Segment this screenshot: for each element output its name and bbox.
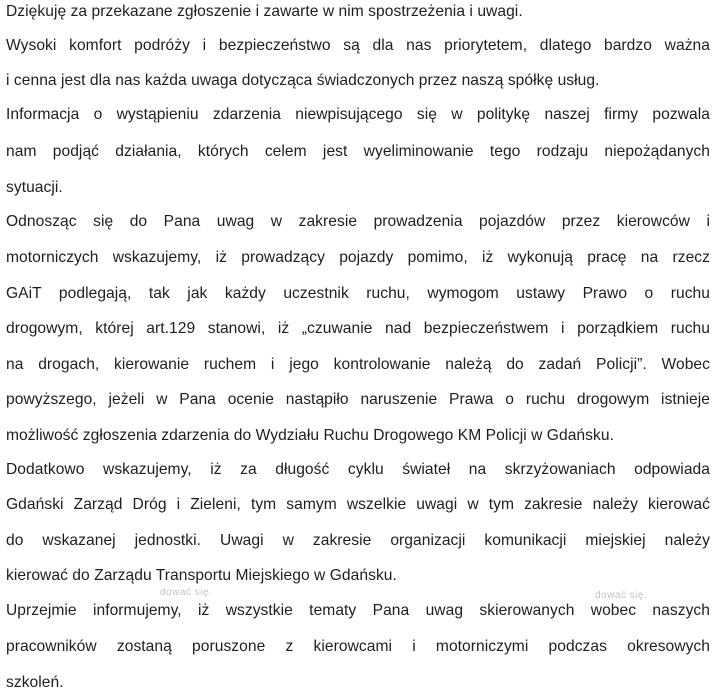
text-line: nam podjąć działania, których celem jest wyeliminowanie tego rodzaju niepożądanych — [6, 143, 710, 160]
text-line: Gdański Zarząd Dróg i Zieleni, tym samym wszelkie uwagi w tym zakresie należy kierować — [6, 496, 710, 513]
faded-stamp-text: dować się. — [595, 590, 648, 601]
text-line: pracowników zostaną poruszone z kierowcami i motorniczymi podczas okresowych — [6, 638, 710, 655]
text-line: Odnosząc się do Pana uwag w zakresie prowadzenia pojazdów przez kierowców i — [6, 213, 710, 230]
text-line: na drogach, kierowanie ruchem i jego kontrolowanie należą do zadań Policji”. Wobec — [6, 356, 710, 373]
text-line: motorniczych wskazujemy, iż prowadzący pojazdy pomimo, iż wykonują pracę na rzecz — [6, 249, 710, 266]
text-line: możliwość zgłoszenia zdarzenia do Wydziału Ruchu Drogowego KM Policji w Gdańsku. — [6, 427, 614, 444]
text-line: Wysoki komfort podróży i bezpieczeństwo są dla nas priorytetem, dlatego bardzo ważna — [6, 37, 710, 54]
text-line: Informacja o wystąpieniu zdarzenia niewpisującego się w politykę naszej firmy pozwala — [6, 106, 710, 123]
text-line: szkoleń. — [6, 674, 64, 691]
text-line: Dodatkowo wskazujemy, iż za długość cyklu świateł na skrzyżowaniach odpowiada — [6, 461, 710, 478]
text-line: powyższego, jeżeli w Pana ocenie nastąpiło naruszenie Prawa o ruchu drogowym istnieje — [6, 391, 710, 408]
text-line: sytuacji. — [6, 179, 63, 196]
text-line: Uprzejmie informujemy, iż wszystkie tematy Pana uwag skierowanych wobec naszych — [6, 602, 710, 619]
text-line: GAiT podlegają, tak jak każdy uczestnik ruchu, wymogom ustawy Prawo o ruchu — [6, 285, 710, 302]
text-line: kierować do Zarządu Transportu Miejskiego w Gdańsku. — [6, 567, 397, 584]
text-line: Dziękuję za przekazane zgłoszenie i zawarte w nim spostrzeżenia i uwagi. — [6, 3, 523, 20]
text-line: i cenna jest dla nas każda uwaga dotycząca świadczonych przez naszą spółkę usług. — [6, 72, 600, 89]
text-line: do wskazanej jednostki. Uwagi w zakresie organizacji komunikacji miejskiej należy — [6, 532, 710, 549]
text-line: drogowym, której art.129 stanowi, iż „czuwanie nad bezpieczeństwem i porządkiem ruchu — [6, 320, 710, 337]
faded-stamp-text: dować się. — [160, 587, 213, 598]
